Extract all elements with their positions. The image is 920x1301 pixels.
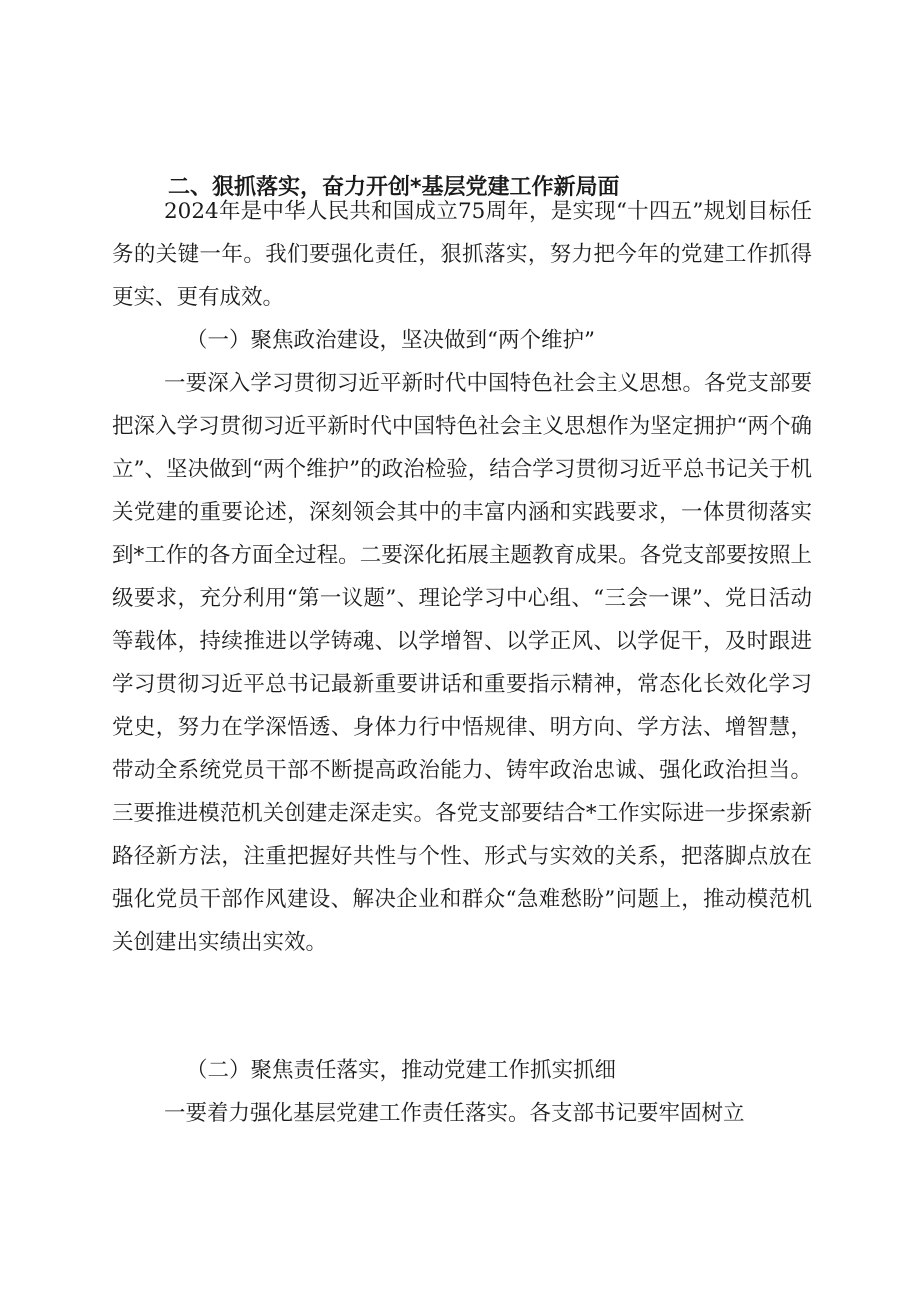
subsection-body-1: 一要深入学习贯彻习近平新时代中国特色社会主义思想。各党支部要把深入学习贯彻习近平新时代中国特色社会主义思想作为坚定拥护“两个确立”、坚决做到“两个维护”的政治检验，结合学习贯彻习近平总书记关于机关党建的重要论述，深刻领会其中的丰富内涵和实践要求，一体贯彻落实到*工作的各方面全过程。二要深化拓展主题教育成果。各党支部要按照上级要求，充分利用“第一议题”、理论学习中心组、“三会一课”、党日活动等载体，持续推进以学铸魂、以学增智、以学正风、以学促干，及时跟进学习贯彻习近平总书记最新重要讲话和重要指示精神，常态化长效化学习党史，努力在学深悟透、身体力行中悟规律、明方向、学方法、增智慧，带动全系统党员干部不断提高政治能力、铸牢政治忠诚、强化政治担当。三要推进模范机关创建走深走实。各党支部要结合*工作实际进一步探索新路径新方法，注重把握好共性与个性、形式与实效的关系，把落脚点放在强化党员干部作风建设、解决企业和群众“急难愁盼”问题上，推动模范机关创建出实绩出实效。 (112, 371, 812, 955)
subsection-title-2: （二）聚焦责任落实，推动党建工作抓实抓细 (186, 1058, 617, 1083)
subsection-title-1: （一）聚焦政治建设，坚决做到“两个维护” (186, 328, 595, 353)
section-heading: 二、狠抓落实，奋力开创*基层党建工作新局面 (168, 175, 620, 200)
subsection-body-2: 一要着力强化基层党建工作责任落实。各支部书记要牢固树立 (164, 1101, 745, 1126)
intro-paragraph: 2024年是中华人民共和国成立75周年，是实现“十四五”规划目标任务的关键一年。我们要强化责任，狠抓落实，努力把今年的党建工作抓得更实、更有成效。 (112, 199, 812, 310)
